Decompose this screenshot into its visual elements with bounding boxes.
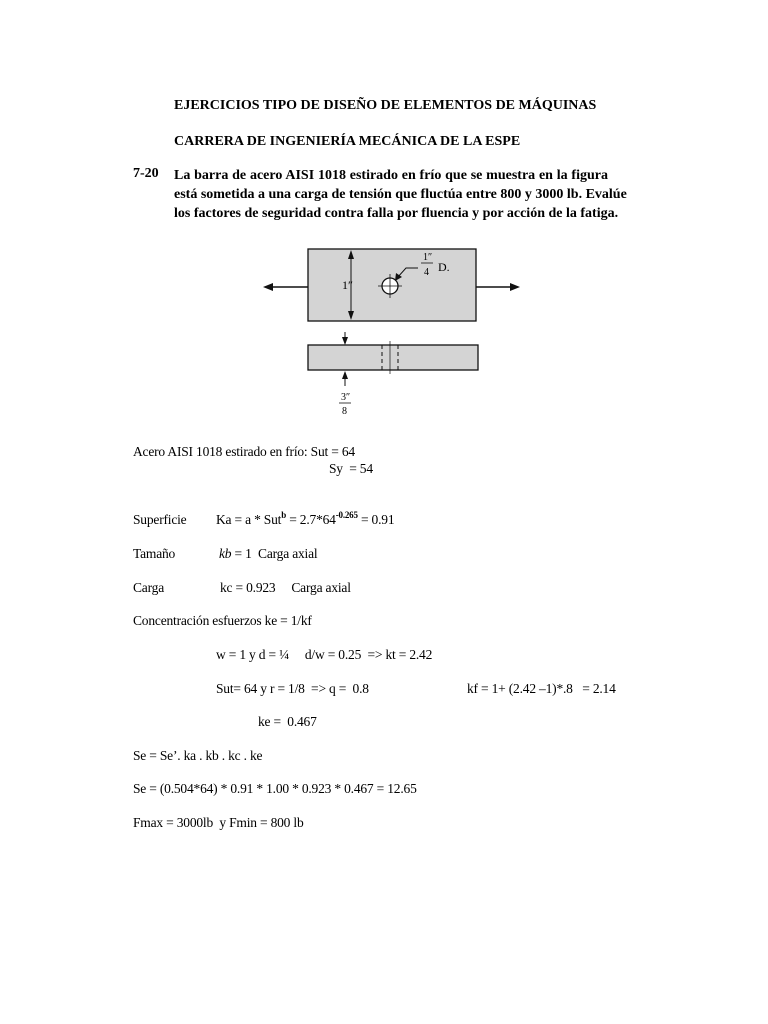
sut-value: Sut = 64 (310, 444, 355, 459)
bar-figure (260, 240, 530, 430)
document-title: EJERCICIOS TIPO DE DISEÑO DE ELEMENTOS DE MÁQUINAS (174, 98, 597, 113)
superficie-label: Superficie (133, 512, 187, 527)
tamano-label: Tamaño (133, 546, 176, 561)
se-calculation: Se = (0.504*64) * 0.91 * 1.00 * 0.923 * 0.467 = 12.65 (133, 781, 417, 796)
hole-fraction-numerator: 1″ (423, 252, 433, 263)
concentration-line: Concentración esfuerzos ke = 1/kf (133, 613, 312, 628)
ka-formula: $Ka = a * Sut^b = 2.7*64^{-0.265} = 0.91$ (216, 509, 395, 527)
material-line (133, 444, 355, 460)
document-subtitle: CARRERA DE INGENIERÍA MECÁNICA DE LA ESPE (174, 134, 521, 149)
se-formula: Se = Se’. ka . kb . kc . ke (133, 748, 263, 763)
hole-fraction-denominator: 4 (424, 267, 429, 278)
width-label: 1″ (342, 278, 353, 292)
force-range: Fmax = 3000lb y Fmin = 800 lb (133, 815, 304, 830)
kc-formula: kc = 0.923 Carga axial (220, 580, 351, 595)
kf-line: kf = 1+ (2.42 –1)*.8 = 2.14 (467, 681, 616, 696)
problem-line: La barra de acero AISI 1018 estirado en frío que se muestra en la figura (174, 168, 608, 183)
q-line: Sut= 64 y r = 1/8 => q = 0.8 (216, 681, 369, 696)
thickness-fraction-denominator: 8 (342, 406, 347, 417)
kb-formula: kb = 1 Carga axial (219, 546, 318, 561)
ke-line: ke = 0.467 (258, 714, 317, 729)
problem-statement (174, 166, 627, 223)
thickness-fraction-numerator: 3″ (341, 392, 351, 403)
sy-value: Sy = 54 (329, 461, 373, 476)
w-d-line: w = 1 y d = ¼ d/w = 0.25 => kt = 2.42 (216, 647, 433, 662)
problem-line: está sometida a una carga de tensión que fluctúa entre 800 y 3000 lb. Evalúe (174, 187, 627, 202)
plate-side-view (308, 345, 478, 370)
material-label: Acero AISI 1018 estirado en frío: (133, 444, 308, 459)
problem-number: 7-20 (133, 166, 159, 181)
carga-label: Carga (133, 580, 164, 595)
hole-unit: D. (438, 260, 450, 274)
problem-line: los factores de seguridad contra falla por fluencia y por acción de la fatiga. (174, 206, 619, 221)
